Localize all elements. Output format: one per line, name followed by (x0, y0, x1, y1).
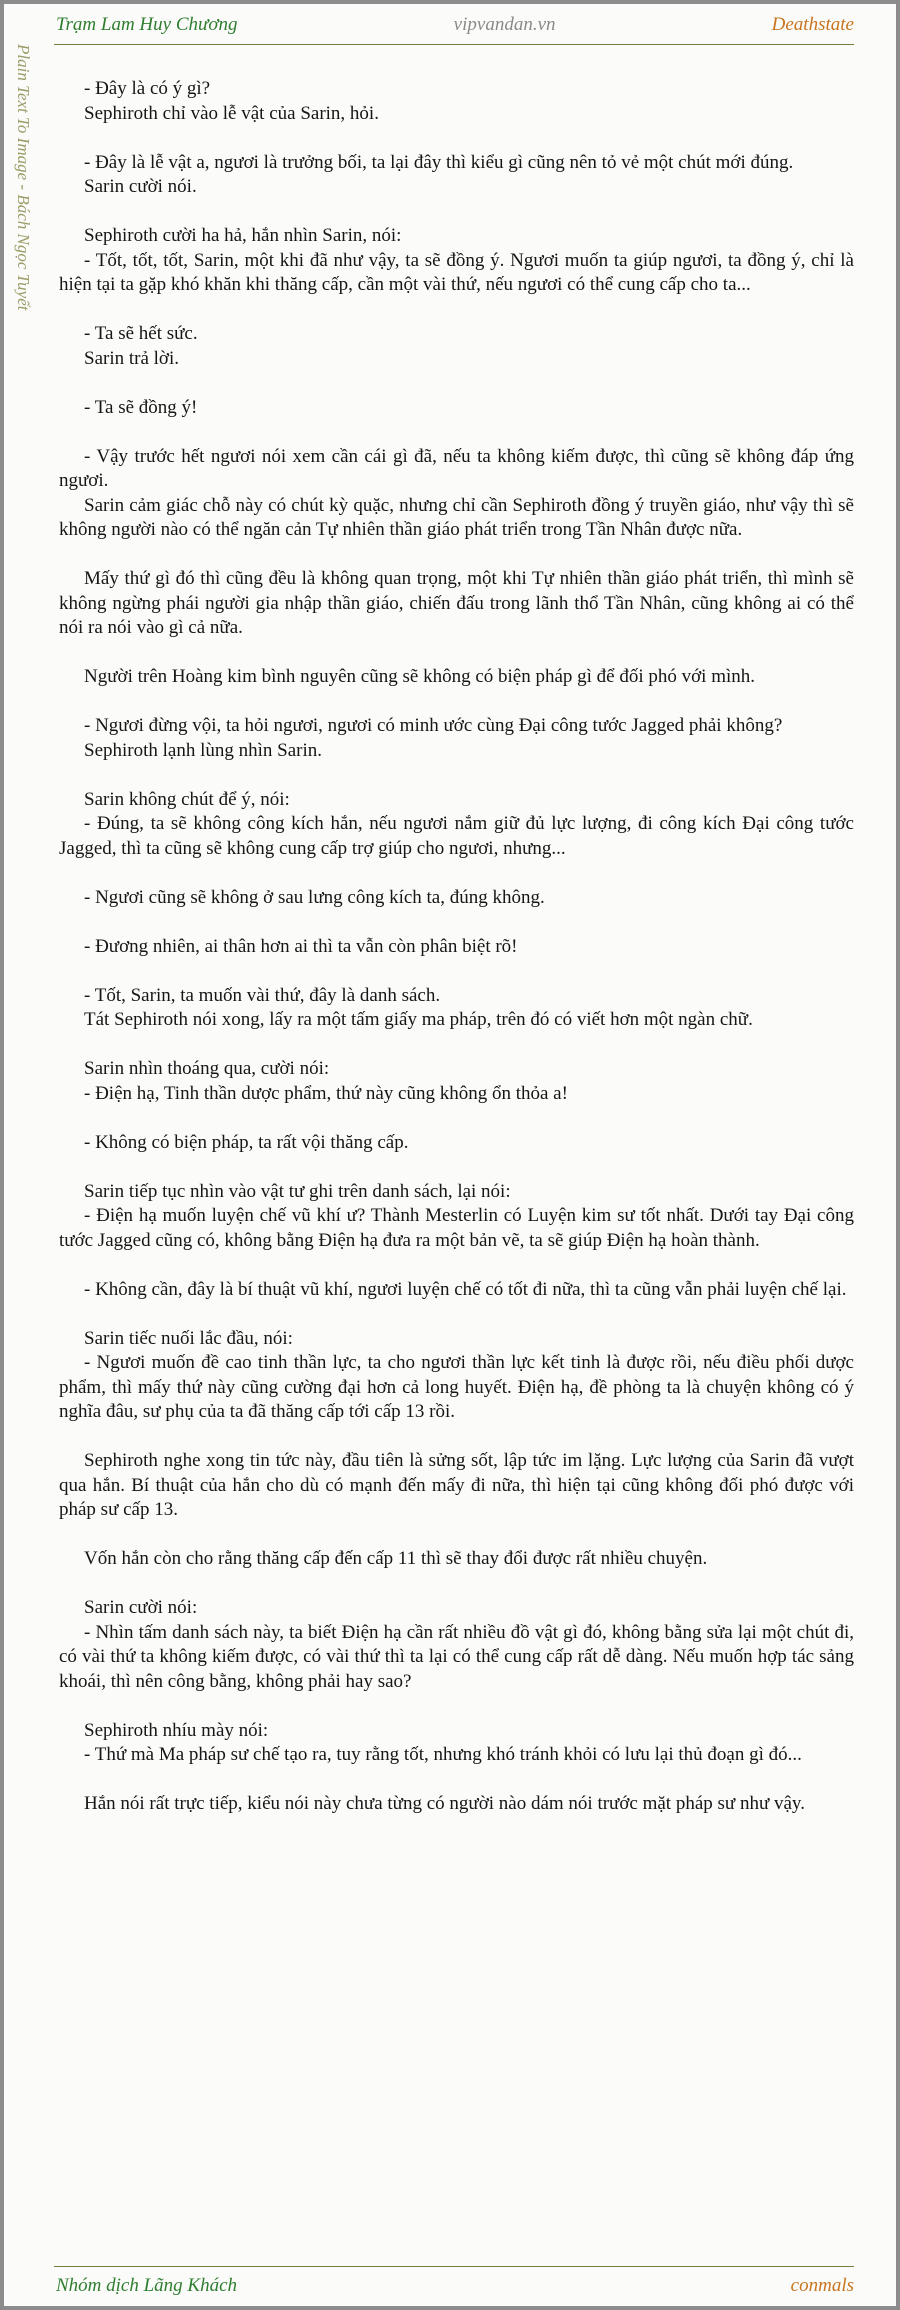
paragraph-gap (59, 1106, 854, 1131)
paragraph-gap (59, 1302, 854, 1327)
text-line: - Ngươi muốn đề cao tinh thần lực, ta cho ngươi thần lực kết tinh là được rồi, nếu điều phối dược phẩm, thì mấy thứ này cũng cường đại hơn cả long huyết. Điện hạ, đề phòng ta là chuyện không có ý nghĩa đâu, sư phụ của ta đã thăng cấp tới cấp 13 rồi. (59, 1352, 854, 1422)
chapter-text (59, 77, 854, 1817)
paragraph-gap (59, 1523, 854, 1548)
text-line: - Ta sẽ đồng ý! (84, 396, 198, 418)
footer-divider (54, 2266, 854, 2267)
text-line: Sarin cười nói. (84, 176, 197, 197)
paragraph-gap (59, 641, 854, 666)
text-line: Sarin cảm giác chỗ này có chút kỳ quặc, nhưng chỉ cần Sephiroth đồng ý truyền giáo, như vậy thì sẽ không người nào có thể ngăn cản Tự nhiên thần giáo phát triển trong Tần Nhân được nữa. (59, 494, 854, 540)
text-line: Sephiroth lạnh lùng nhìn Sarin. (84, 739, 323, 761)
header-book-title: Deathstate (771, 14, 854, 35)
footer-uploader: conmals (790, 2275, 854, 2296)
text-line: - Đương nhiên, ai thân hơn ai thì ta vẫn còn phân biệt rõ! (84, 935, 518, 957)
text-line: - Ngươi đừng vội, ta hỏi ngươi, ngươi có minh ước cùng Đại công tước Jagged phải không? (84, 715, 783, 736)
text-line: Sephiroth nhíu mày nói: (84, 1719, 269, 1741)
page-header (56, 11, 854, 39)
paragraph-gap (59, 1694, 854, 1719)
header-site-name: Trạm Lam Huy Chương (56, 14, 238, 35)
text-line: - Không cần, đây là bí thuật vũ khí, ngươi luyện chế có tốt đi nữa, thì ta cũng vẫn phải luyện chế lại. (84, 1278, 847, 1300)
header-url: vipvandan.vn (453, 14, 556, 35)
side-watermark (6, 44, 40, 404)
paragraph-gap (59, 861, 854, 886)
paragraph-gap (59, 1033, 854, 1058)
paragraph-gap (59, 763, 854, 788)
paragraph-gap (59, 1425, 854, 1450)
text-line: - Nhìn tấm danh sách này, ta biết Điện hạ cần rất nhiều đồ vật gì đó, không bằng sửa lại một chút đi, có vài thứ ta không kiếm được, có vài thứ thì ta lại có thể cung cấp rất dễ dàng. Nếu muốn hợp tác sảng khoái, thì nên công bằng, không phải hay sao? (59, 1621, 854, 1692)
paragraph-gap (59, 200, 854, 225)
text-line: - Tốt, tốt, tốt, Sarin, một khi đã như vậy, ta sẽ đồng ý. Ngươi muốn ta giúp ngươi, ta đồng ý, chỉ là hiện tại ta gặp khó khăn khi thăng cấp, cần một vài thứ, nếu ngươi có thể cung cấp cho ta... (59, 249, 854, 295)
text-line: Sephiroth nghe xong tin tức này, đầu tiên là sửng sốt, lập tức im lặng. Lực lượng của Sarin đã vượt qua hắn. Bí thuật của hắn cho dù có mạnh đến mấy đi nữa, thì hiện tại cũng không đối phó được với pháp sư cấp 13. (59, 1450, 854, 1520)
text-line: Sarin tiếp tục nhìn vào vật tư ghi trên danh sách, lại nói: (84, 1180, 511, 1202)
text-line: Sarin nhìn thoáng qua, cười nói: (84, 1058, 330, 1079)
text-line: - Ngươi cũng sẽ không ở sau lưng công kích ta, đúng không. (84, 886, 545, 908)
text-line: Sarin trả lời. (84, 347, 179, 369)
text-line: - Thứ mà Ma pháp sư chế tạo ra, tuy rằng tốt, nhưng khó tránh khỏi có lưu lại thủ đoạn gì đó... (84, 1744, 802, 1765)
header-divider (54, 44, 854, 45)
text-line: - Đây là có ý gì? (84, 78, 211, 99)
text-line: Tát Sephiroth nói xong, lấy ra một tấm giấy ma pháp, trên đó có viết hơn một ngàn chữ. (84, 1009, 753, 1030)
text-line: Sarin tiếc nuối lắc đầu, nói: (84, 1327, 293, 1349)
paragraph-gap (59, 1253, 854, 1278)
paragraph-gap (59, 298, 854, 323)
text-line: - Không có biện pháp, ta rất vội thăng cấp. (84, 1131, 409, 1153)
text-line: - Đúng, ta sẽ không công kích hắn, nếu ngươi nắm giữ đủ lực lượng, đi công kích Đại công tước Jagged, thì ta cũng sẽ không cung cấp trợ giúp cho ngươi, nhưng... (59, 813, 854, 859)
paragraph-gap (59, 1572, 854, 1597)
paragraph-gap (59, 910, 854, 935)
text-line: - Điện hạ muốn luyện chế vũ khí ư? Thành Mesterlin có Luyện kim sư tốt nhất. Dưới tay Đại công tước Jagged cũng có, không bằng Điện hạ đưa ra một bản vẽ, ta sẽ giúp Điện hạ hoàn thành. (59, 1205, 854, 1251)
footer-translator-group: Nhóm dịch Lãng Khách (56, 2275, 238, 2296)
paragraph-gap (59, 371, 854, 396)
paragraph-gap (59, 543, 854, 568)
text-line: Người trên Hoàng kim bình nguyên cũng sẽ không có biện pháp gì để đối phó với mình. (84, 666, 756, 687)
paragraph-gap (59, 690, 854, 715)
text-line: - Ta sẽ hết sức. (84, 323, 198, 344)
text-line: Mấy thứ gì đó thì cũng đều là không quan trọng, một khi Tự nhiên thần giáo phát triển, thì mình sẽ không ngừng phái người gia nhập thần giáo, chiến đấu trong lãnh thổ Tần Nhân, cũng không ai có thể nói ra nói vào gì cả nữa. (59, 568, 854, 638)
page-footer (56, 2272, 854, 2300)
text-line: Hắn nói rất trực tiếp, kiểu nói này chưa từng có người nào dám nói trước mặt pháp sư như vậy. (84, 1793, 805, 1814)
text-line: - Điện hạ, Tinh thần dược phẩm, thứ này cũng không ổn thỏa a! (84, 1082, 568, 1104)
paragraph-gap (59, 959, 854, 984)
paragraph-gap (59, 1155, 854, 1180)
text-line: Sephiroth cười ha hả, hắn nhìn Sarin, nói: (84, 225, 402, 246)
side-watermark-text: Plain Text To Image - Bách Ngọc Tuyết (14, 44, 33, 311)
text-line: - Tốt, Sarin, ta muốn vài thứ, đây là danh sách. (84, 984, 441, 1006)
text-line: Sarin cười nói: (84, 1597, 198, 1618)
text-line: Sarin không chút để ý, nói: (84, 788, 290, 810)
paragraph-gap (59, 126, 854, 151)
text-line: Sephiroth chỉ vào lễ vật của Sarin, hỏi. (84, 102, 379, 124)
paragraph-gap (59, 1768, 854, 1793)
text-line: - Đây là lễ vật a, ngươi là trưởng bối, ta lại đây thì kiểu gì cũng nên tỏ vẻ một chút mới đúng. (84, 151, 794, 173)
paragraph-gap (59, 420, 854, 445)
text-line: Vốn hắn còn cho rằng thăng cấp đến cấp 11 thì sẽ thay đổi được rất nhiều chuyện. (84, 1548, 708, 1569)
text-line: - Vậy trước hết ngươi nói xem cần cái gì đã, nếu ta không kiếm được, thì cũng sẽ không đáp ứng ngươi. (59, 445, 854, 491)
